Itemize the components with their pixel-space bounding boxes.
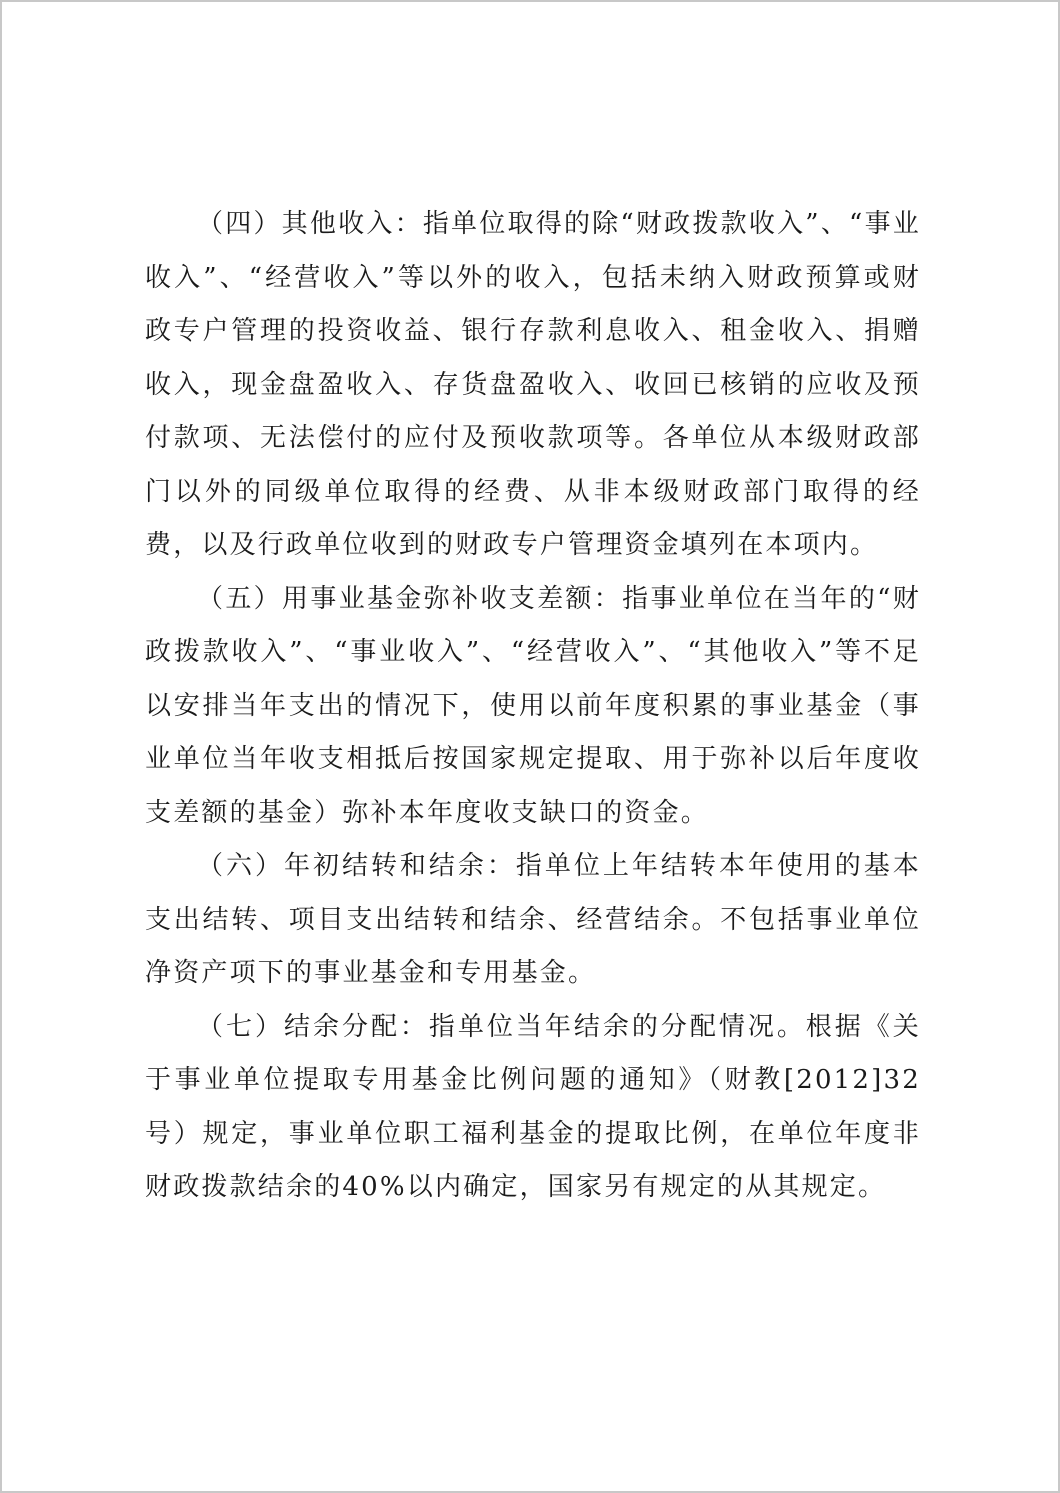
paragraph-balance-distribution: （七）结余分配：指单位当年结余的分配情况。根据《关于事业单位提取专用基金比例问题的通知》（财教[2012]32号）规定，事业单位职工福利基金的提取比例，在单位年度非财政拨款结余的40%以内确定，国家另有规定的从其规定。 xyxy=(145,1011,921,1202)
document-body xyxy=(145,198,921,1215)
paragraph-carryover-balance: （六）年初结转和结余：指单位上年结转本年使用的基本支出结转、项目支出结转和结余、经营结余。不包括事业单位净资产项下的事业基金和专用基金。 xyxy=(145,851,921,988)
paragraph-other-income: （四）其他收入：指单位取得的除“财政拨款收入”、“事业收入”、“经营收入”等以外的收入，包括未纳入财政预算或财政专户管理的投资收益、银行存款利息收入、租金收入、捐赠收入，现金盘盈收入、存货盘盈收入、收回已核销的应收及预付款项、无法偿付的应付及预收款项等。各单位从本级财政部门以外的同级单位取得的经费、从非本级财政部门取得的经费，以及行政单位收到的财政专户管理资金填列在本项内。 xyxy=(145,209,921,560)
paragraph-business-fund-offset: （五）用事业基金弥补收支差额：指事业单位在当年的“财政拨款收入”、“事业收入”、“经营收入”、“其他收入”等不足以安排当年支出的情况下，使用以前年度积累的事业基金（事业单位当年收支相抵后按国家规定提取、用于弥补以后年度收支差额的基金）弥补本年度收支缺口的资金。 xyxy=(145,583,921,828)
